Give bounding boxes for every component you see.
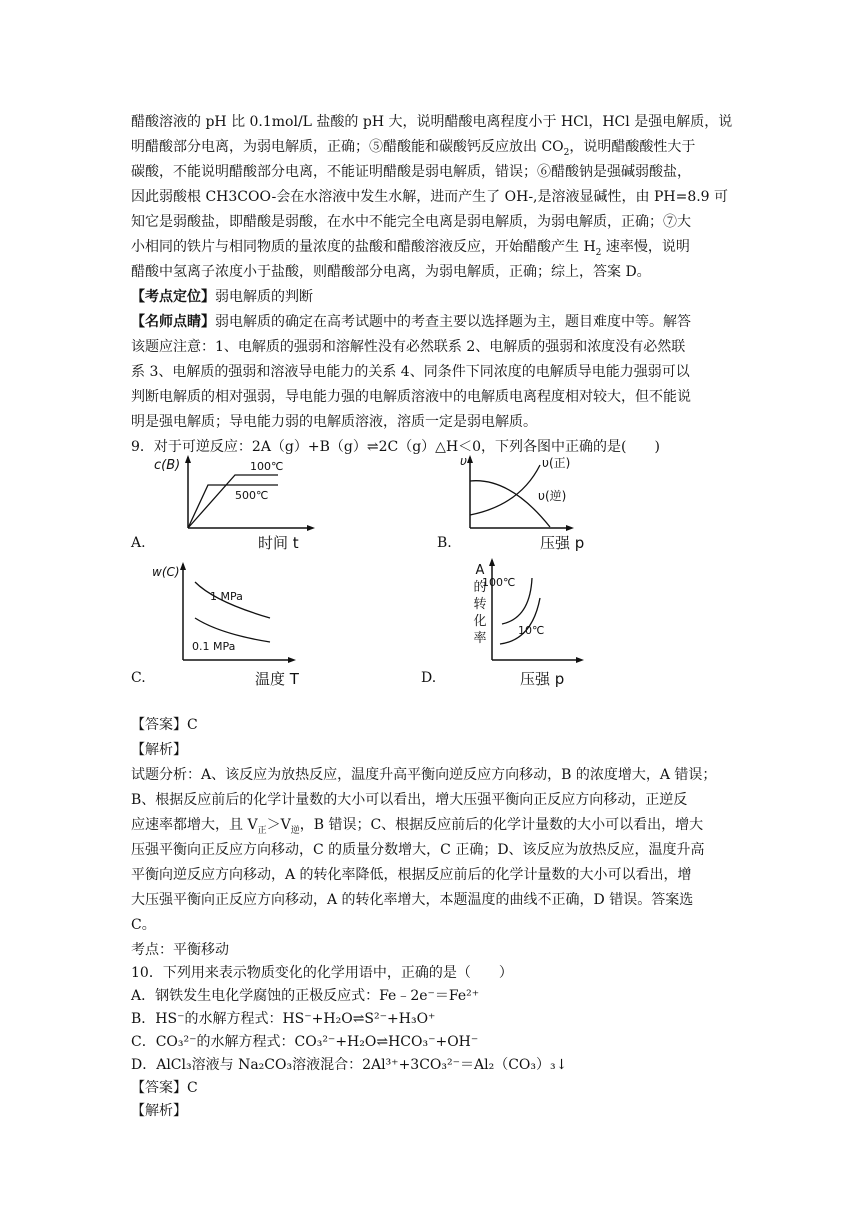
text-span: 明醋酸部分电离，为弱电解质，正确；⑤醋酸能和碳酸钙反应放出 CO (131, 139, 564, 155)
kaodian-line (131, 287, 313, 307)
text-line: 大压强平衡向正反应方向移动，A 的转化率增大，本题温度的曲线不正确，D 错误。答案选 (131, 892, 694, 908)
subscript: 2 (595, 247, 602, 258)
text-span: ＞V (266, 817, 291, 833)
y-axis-arrow (185, 455, 191, 463)
text-span: ，说明醋酸酸性大于 (569, 139, 696, 155)
curve-forward (470, 465, 540, 515)
graph-b-xlabel: 压强 p (540, 534, 585, 552)
curve-label-1: 100℃ (250, 460, 284, 473)
option-c: C．CO₃²⁻的水解方程式：CO₃²⁻+H₂O⇌HCO₃⁻+OH⁻ (131, 1034, 479, 1050)
jiexi-10: 【解析】 (131, 1103, 187, 1119)
answer-9: 【答案】C (131, 717, 198, 733)
x-axis-arrow (566, 525, 574, 531)
graph-a-xlabel: 时间 t (258, 534, 299, 552)
mingshi-line (131, 312, 691, 332)
option-b-label: B. (437, 535, 452, 551)
text-line: 碳酸，不能说明醋酸部分电离，不能证明醋酸是弱电解质，错误；⑥醋酸钠是强碱弱酸盐， (131, 164, 691, 180)
subscript: 2 (563, 147, 570, 158)
x-axis-arrow (288, 657, 296, 663)
text-span: 应速率都增大，且 V (131, 817, 258, 833)
y-axis-arrow (489, 558, 495, 566)
jiexi-9: 【解析】 (131, 742, 187, 758)
text-line (131, 137, 695, 157)
kaodian-text: 弱电解质的判断 (215, 289, 313, 305)
question-10-stem: 10．下列用来表示物质变化的化学用语中，正确的是（ ） (131, 965, 513, 981)
text-line (131, 237, 690, 257)
curve-label-2: 10℃ (518, 624, 545, 637)
y-label: c(B) (154, 458, 181, 473)
curve-label-2: 0.1 MPa (192, 640, 236, 653)
question-9-stem: 9．对于可逆反应：2A（g）+B（g）⇌2C（g）△H＜0，下列各图中正确的是( ) (131, 439, 660, 455)
subscript: 正 (257, 825, 267, 836)
kaodian-9: 考点：平衡移动 (131, 942, 229, 958)
text-line: 试题分析：A、该反应为放热反应，温度升高平衡向逆反应方向移动，B 的浓度增大，A 错误； (131, 767, 717, 783)
graph-c-svg (150, 562, 320, 672)
x-axis-arrow (307, 525, 315, 531)
text-span: 醋酸溶液的 pH 比 0.1mol/L 盐酸的 pH 大，说明醋酸电离程度小于 HCl，HCl 是强电解质，说 (131, 114, 733, 130)
graph-d-svg (470, 558, 600, 673)
curve-label-1: 100℃ (482, 576, 516, 589)
curve-label-1: 1 MPa (210, 590, 243, 603)
y-label: w(C) (152, 565, 180, 579)
graph-c (150, 562, 320, 676)
text-line: 因此弱酸根 CH3COO-会在水溶液中发生水解，进而产生了 OH-,是溶液显碱性，由 PH=8.9 可 (131, 189, 729, 205)
kaodian-tag: 【考点定位】 (131, 289, 215, 305)
y-axis-arrow (180, 562, 186, 570)
text-line (131, 815, 703, 835)
mingshi-tag: 【名师点睛】 (131, 314, 215, 330)
text-line (131, 112, 732, 132)
graph-d (470, 558, 600, 677)
ylabel-char: 的 (473, 580, 487, 595)
curve-10c (500, 598, 540, 644)
x-axis-arrow (576, 657, 584, 663)
option-c-label: C. (131, 670, 146, 686)
text-line: 醋酸中氢离子浓度小于盐酸，则醋酸部分电离，为弱电解质，正确；综上，答案 D。 (131, 264, 651, 280)
option-d-label: D. (421, 670, 437, 686)
curve-reverse (470, 481, 550, 527)
text-line: 平衡向逆反应方向移动，A 的转化率降低，根据反应前后的化学计量数的大小可以看出，增 (131, 867, 692, 883)
text-line: 判断电解质的相对强弱，导电能力强的电解质溶液中的电解质电离程度相对较大，但不能说 (131, 389, 691, 405)
curve-label-2: 500℃ (235, 489, 269, 502)
subscript: 逆 (290, 825, 300, 836)
text-line: C。 (131, 917, 156, 933)
ylabel-char: 化 (473, 614, 487, 629)
answer-10: 【答案】C (131, 1080, 198, 1096)
ylabel-char: A (475, 563, 485, 578)
text-line: 压强平衡向正反应方向移动，C 的质量分数增大，C 正确；D、该反应为放热反应，温度升高 (131, 842, 705, 858)
text-span: 小相同的铁片与相同物质的量浓度的盐酸和醋酸溶液反应，开始醋酸产生 H (131, 239, 596, 255)
text-line: 系 3、电解质的强弱和溶液导电能力的关系 4、同条件下同浓度的电解质导电能力强弱可以 (131, 364, 690, 380)
text-line: 知它是弱酸盐，即醋酸是弱酸，在水中不能完全电离是弱电解质，为弱电解质，正确；⑦大 (131, 214, 691, 230)
curve-01mpa (195, 618, 270, 642)
text-span: 速率慢，说明 (601, 239, 690, 255)
option-b: B．HS⁻的水解方程式：HS⁻+H₂O⇌S²⁻+H₃O⁺ (131, 1011, 436, 1027)
curve-label-1: υ(正) (542, 456, 571, 470)
text-line: B、根据反应前后的化学计量数的大小可以看出，增大压强平衡向正反应方向移动，正逆反 (131, 792, 688, 808)
text-line: 明是强电解质；导电能力弱的电解质溶液，溶质一定是弱电解质。 (131, 414, 537, 430)
ylabel-char: 率 (473, 631, 487, 646)
option-a: A．钢铁发生电化学腐蚀的正极反应式：Fe﹣2e⁻＝Fe²⁺ (131, 988, 480, 1004)
curve-label-2: υ(逆) (538, 489, 567, 503)
option-d: D．AlCl₃溶液与 Na₂CO₃溶液混合：2Al³⁺+3CO₃²⁻＝Al₂（CO₃）₃↓ (131, 1057, 568, 1073)
y-axis-arrow (467, 455, 473, 463)
option-a-label: A. (131, 535, 146, 551)
text-span: ，B 错误；C、根据反应前后的化学计量数的大小可以看出，增大 (299, 817, 704, 833)
y-label: υ (460, 454, 467, 468)
graph-c-xlabel: 温度 T (255, 670, 299, 688)
text-line: 该题应注意：1、电解质的强弱和溶解性没有必然联系 2、电解质的强弱和浓度没有必然联 (131, 339, 686, 355)
text-span: 弱电解质的确定在高考试题中的考查主要以选择题为主，题目难度中等。解答 (215, 314, 691, 330)
graph-d-ylabel (473, 562, 487, 647)
graph-d-xlabel: 压强 p (520, 670, 565, 688)
ylabel-char: 转 (473, 597, 487, 612)
